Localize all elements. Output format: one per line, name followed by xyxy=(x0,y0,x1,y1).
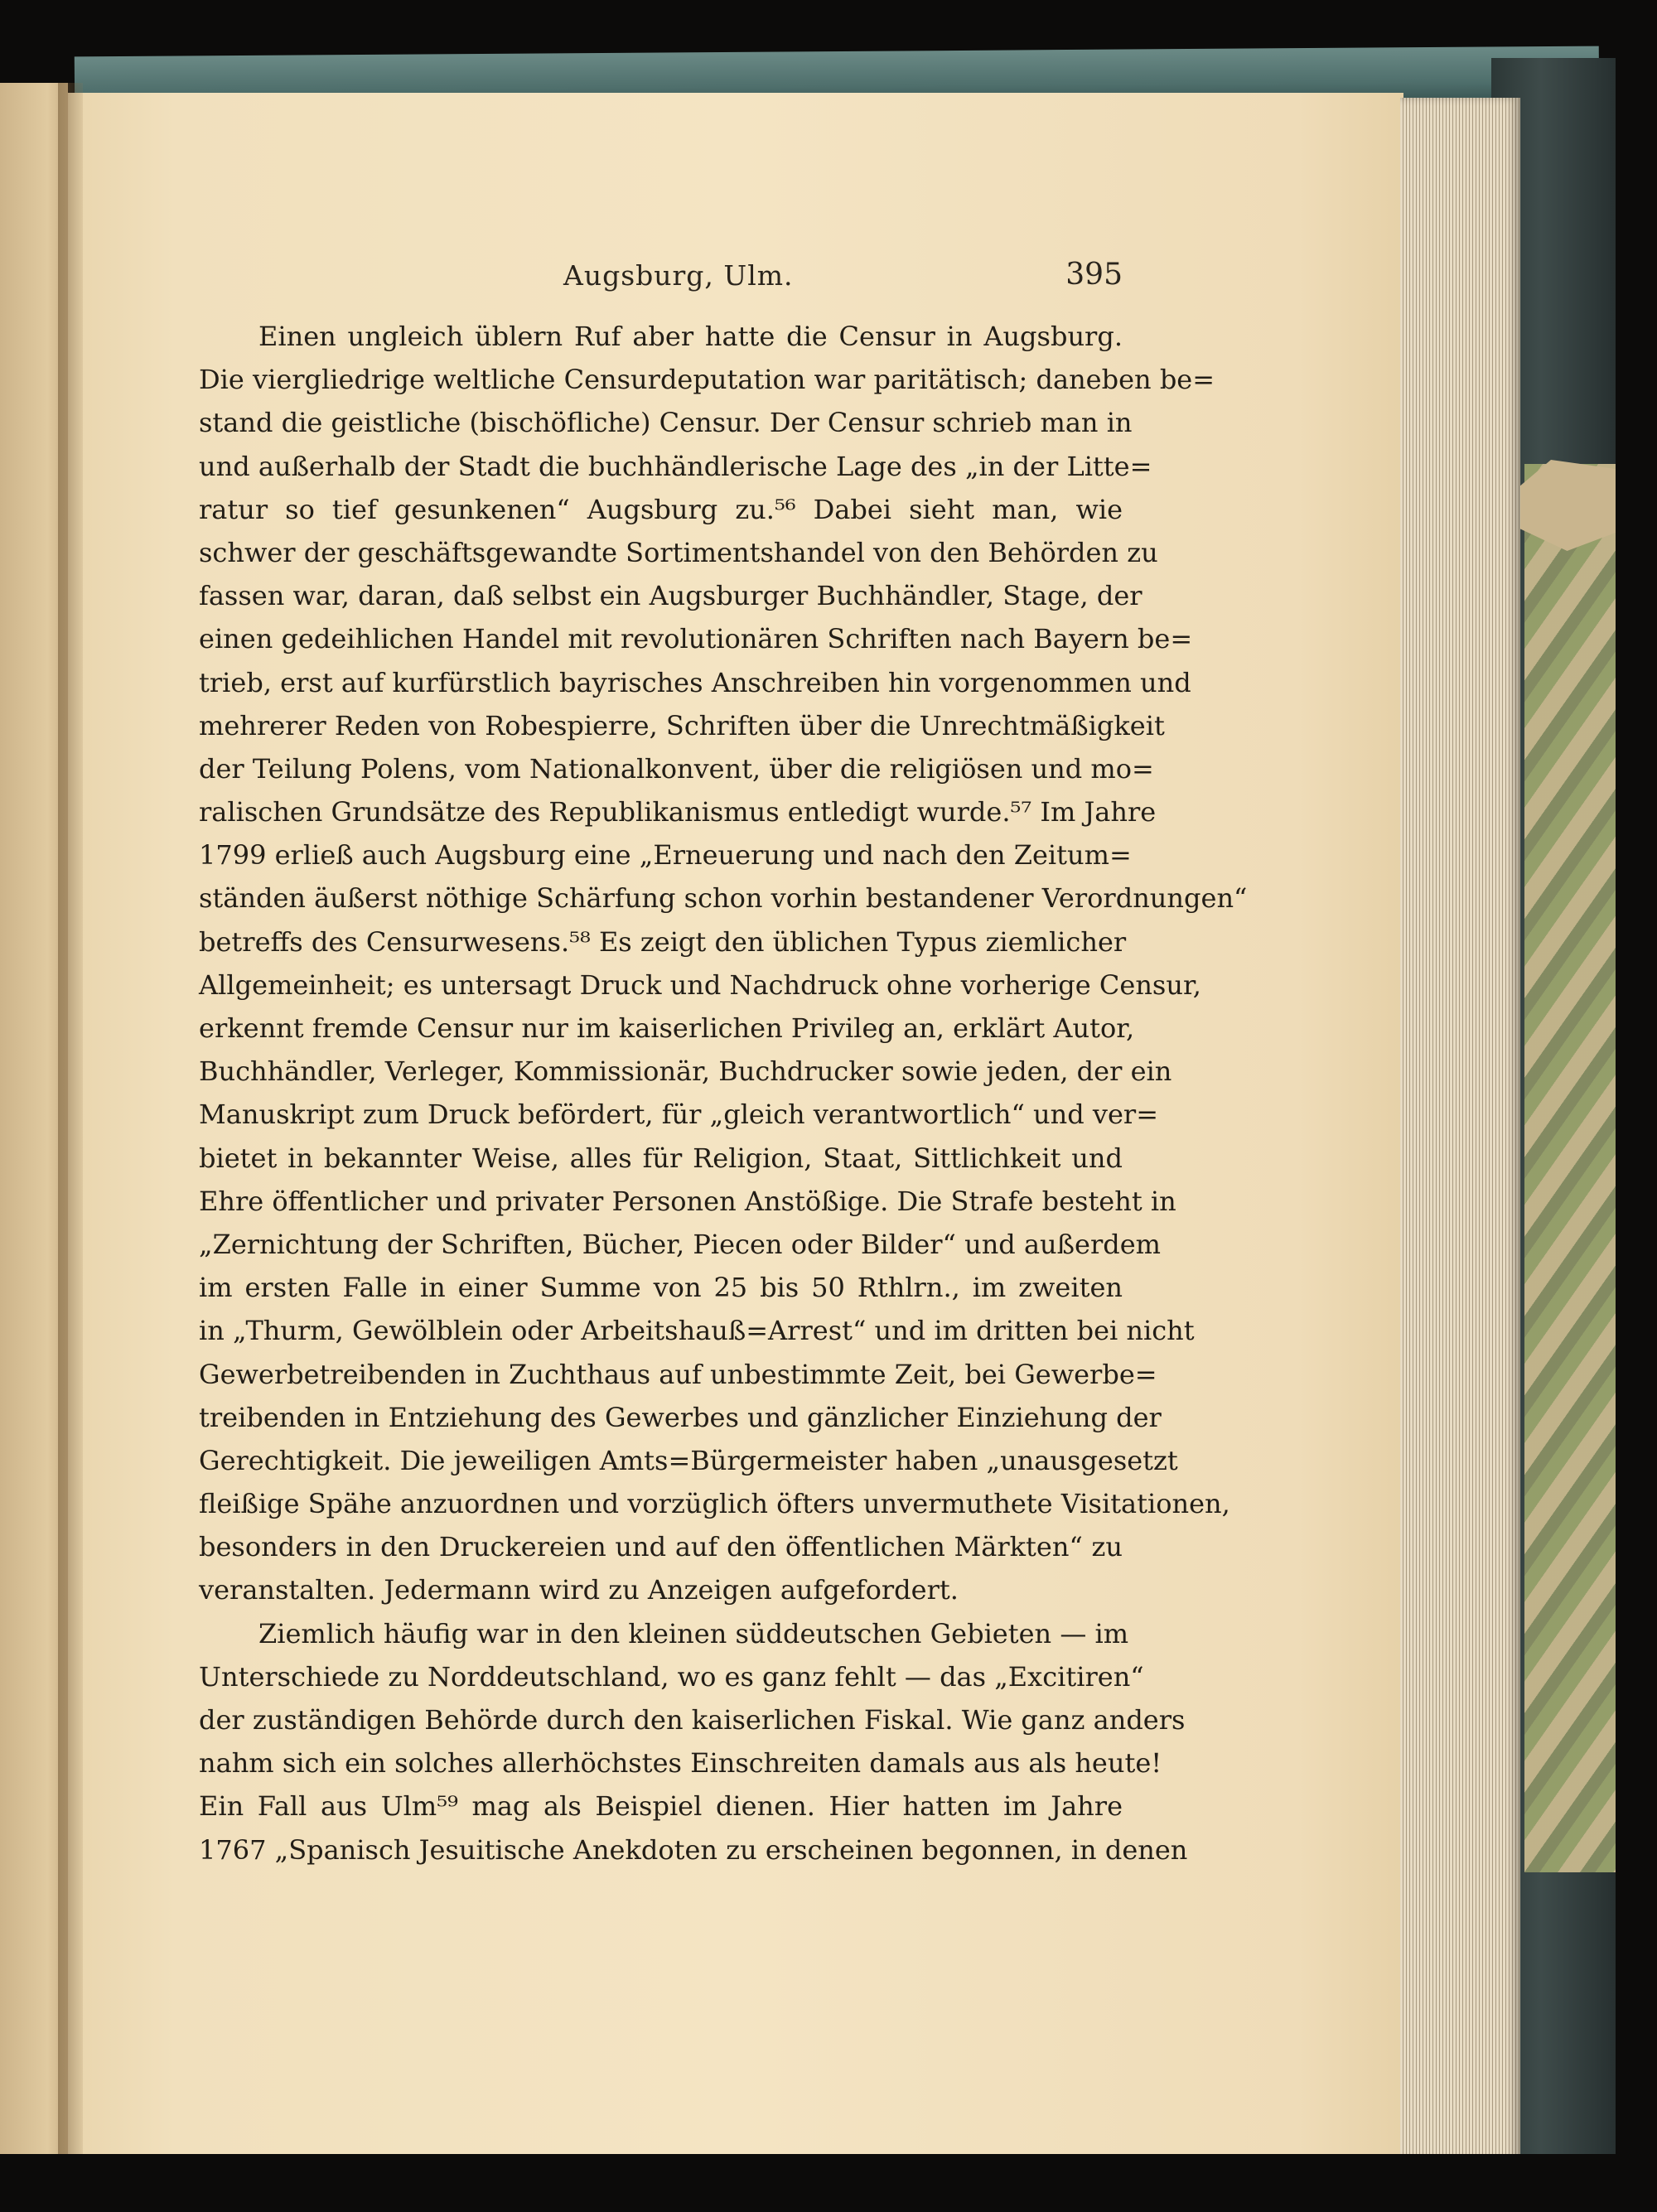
text-line: trieb, erst auf kurfürstlich bayrisches Anschreiben hin vorgenommen und xyxy=(199,666,1191,698)
text-line: stand die geistliche (bischöfliche) Censur. Der Censur schrieb man in xyxy=(199,407,1133,439)
text-line: fleißige Spähe anzuordnen und vorzüglich öfters unvermuthete Visitationen, xyxy=(199,1488,1230,1520)
text-line: Einen ungleich üblern Ruf aber hatte die Censur in Augsburg. xyxy=(258,321,1123,352)
text-line: treibenden in Entziehung des Gewerbes und gänzlicher Einziehung der xyxy=(199,1401,1162,1433)
text-line: ralischen Grundsätze des Republikanismus entledigt wurde.⁵⁷ Im Jahre xyxy=(199,796,1157,828)
page-gutter-shadow xyxy=(58,83,83,2171)
text-line: Die viergliedrige weltliche Censurdeputation war paritätisch; daneben be= xyxy=(199,364,1215,396)
text-line: der Teilung Polens, vom Nationalkonvent, über die religiösen und mo= xyxy=(199,752,1154,785)
text-line: besonders in den Druckereien und auf den öffentlichen Märkten“ zu xyxy=(199,1531,1123,1563)
marbled-endpaper xyxy=(1524,464,1616,1872)
text-line: Gerechtigkeit. Die jeweiligen Amts=Bürgermeister haben „unausgesetzt xyxy=(199,1444,1178,1476)
page-number: 395 xyxy=(1065,258,1123,292)
running-head: Augsburg, Ulm. xyxy=(563,259,794,292)
text-line: im ersten Falle in einer Summe von 25 bis 50 Rthlrn., im zweiten xyxy=(199,1272,1123,1304)
page-header xyxy=(199,253,1123,302)
text-line: Unterschiede zu Norddeutschland, wo es ganz fehlt — das „Excitiren“ xyxy=(199,1660,1144,1693)
text-line: einen gedeihlichen Handel mit revolutionären Schriften nach Bayern be= xyxy=(199,623,1193,655)
text-line: 1799 erließ auch Augsburg eine „Erneuerung und nach den Zeitum= xyxy=(199,839,1132,872)
text-line: fassen war, daran, daß selbst ein Augsburger Buchhändler, Stage, der xyxy=(199,580,1143,612)
text-line: erkennt fremde Censur nur im kaiserlichen Privileg an, erklärt Autor, xyxy=(199,1012,1135,1044)
text-line: Manuskript zum Druck befördert, für „gleich verantwortlich“ und ver= xyxy=(199,1099,1158,1131)
text-line: veranstalten. Jedermann wird zu Anzeigen aufgefordert. xyxy=(199,1574,959,1606)
text-line: Ehre öffentlicher und privater Personen Anstößige. Die Strafe besteht in xyxy=(199,1185,1176,1217)
text-line: Buchhändler, Verleger, Kommissionär, Buchdrucker sowie jeden, der ein xyxy=(199,1055,1172,1088)
text-line: Allgemeinheit; es untersagt Druck und Nachdruck ohne vorherige Censur, xyxy=(199,968,1201,1001)
page-block-edges xyxy=(1400,98,1520,2161)
text-line: in „Thurm, Gewölblein oder Arbeitshauß=Arrest“ und im dritten bei nicht xyxy=(199,1315,1195,1347)
text-line: betreffs des Censurwesens.⁵⁸ Es zeigt den üblichen Typus ziemlicher xyxy=(199,925,1127,958)
text-line: bietet in bekannter Weise, alles für Religion, Staat, Sittlichkeit und xyxy=(199,1142,1123,1174)
text-line: Ein Fall aus Ulm⁵⁹ mag als Beispiel dienen. Hier hatten im Jahre xyxy=(199,1790,1123,1823)
text-line: und außerhalb der Stadt die buchhändlerische Lage des „in der Litte= xyxy=(199,450,1152,482)
text-line: Gewerbetreibenden in Zuchthaus auf unbestimmte Zeit, bei Gewerbe= xyxy=(199,1358,1157,1390)
text-line: ständen äußerst nöthige Schärfung schon vorhin bestandener Verordnungen“ xyxy=(199,882,1248,915)
text-line: nahm sich ein solches allerhöchstes Einschreiten damals aus als heute! xyxy=(199,1747,1162,1780)
text-line: „Zernichtung der Schriften, Bücher, Piecen oder Bilder“ und außerdem xyxy=(199,1228,1162,1260)
text-line: mehrerer Reden von Robespierre, Schriften über die Unrechtmäßigkeit xyxy=(199,709,1165,741)
text-line: schwer der geschäftsgewandte Sortimentshandel von den Behörden zu xyxy=(199,536,1158,568)
bottom-background xyxy=(0,2154,1657,2212)
body-text xyxy=(199,315,1248,1872)
text-line: 1767 „Spanisch Jesuitische Anekdoten zu erscheinen begonnen, in denen xyxy=(199,1833,1188,1866)
text-line: der zuständigen Behörde durch den kaiserlichen Fiskal. Wie ganz anders xyxy=(199,1704,1186,1736)
text-line: ratur so tief gesunkenen“ Augsburg zu.⁵⁶ Dabei sieht man, wie xyxy=(199,493,1123,525)
text-line: Ziemlich häufig war in den kleinen süddeutschen Gebieten — im xyxy=(258,1617,1129,1649)
